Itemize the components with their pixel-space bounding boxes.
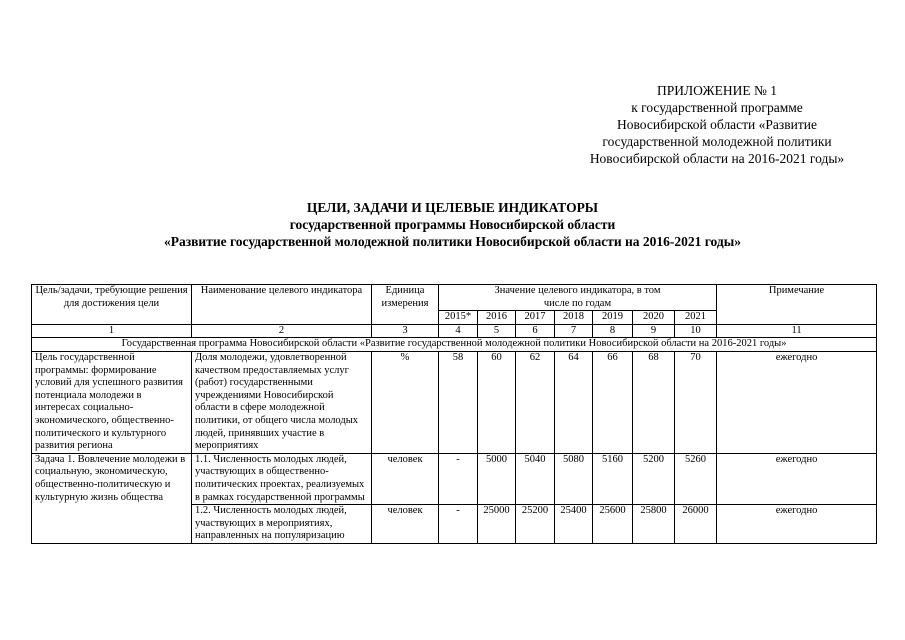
column-number: 9 bbox=[633, 324, 675, 338]
program-title: Государственная программа Новосибирской области «Развитие государственной молодежной политики Новосибирской области на 2016-2021 годы» bbox=[32, 338, 877, 352]
column-number: 1 bbox=[32, 324, 192, 338]
value-cell: 25200 bbox=[516, 505, 555, 544]
goal-cell: Цель государственной программы: формирование условий для успешного развития потенциала молодежи в интересах социально-экономического, общественно-политического и культурного развития региона bbox=[32, 351, 192, 453]
column-number: 2 bbox=[192, 324, 372, 338]
column-number: 10 bbox=[675, 324, 717, 338]
header-values: Значение целевого индикатора, в том числе по годам bbox=[439, 285, 717, 311]
unit-cell: человек bbox=[372, 505, 439, 544]
value-cell: 5000 bbox=[478, 453, 516, 504]
value-cell: 5200 bbox=[633, 453, 675, 504]
year-header: 2017 bbox=[516, 311, 555, 325]
column-number-row bbox=[32, 324, 877, 338]
appendix-block bbox=[567, 82, 867, 167]
indicator-cell: 1.2. Численность молодых людей, участвующих в мероприятиях, направленных на популяризацию bbox=[192, 505, 372, 544]
value-cell: 62 bbox=[516, 351, 555, 453]
header-note: Примечание bbox=[717, 285, 877, 325]
note-cell: ежегодно bbox=[717, 453, 877, 504]
year-header: 2016 bbox=[478, 311, 516, 325]
year-header: 2018 bbox=[555, 311, 593, 325]
header-unit: Единица измерения bbox=[372, 285, 439, 325]
table-row bbox=[32, 453, 877, 504]
value-cell: - bbox=[439, 505, 478, 544]
indicator-cell: 1.1. Численность молодых людей, участвующих в общественно- политических проектах, реализуемых в рамках государственной программы bbox=[192, 453, 372, 504]
note-cell: ежегодно bbox=[717, 351, 877, 453]
value-cell: 26000 bbox=[675, 505, 717, 544]
column-number: 5 bbox=[478, 324, 516, 338]
column-number: 7 bbox=[555, 324, 593, 338]
indicators-table bbox=[31, 284, 877, 544]
value-cell: 5160 bbox=[593, 453, 633, 504]
indicator-cell: Доля молодежи, удовлетворенной качеством предоставляемых услуг (работ) государственными учреждениями Новосибирской области в сфере молодежной политики, от общего числа молодых людей, принявших участие в мероприятиях bbox=[192, 351, 372, 453]
table-row bbox=[32, 351, 877, 453]
appendix-line: государственной молодежной политики bbox=[602, 134, 832, 149]
title-line-2: государственной программы Новосибирской области bbox=[289, 217, 616, 232]
value-cell: 5260 bbox=[675, 453, 717, 504]
unit-cell: человек bbox=[372, 453, 439, 504]
appendix-line: Новосибирской области на 2016-2021 годы» bbox=[589, 151, 845, 166]
year-header: 2020 bbox=[633, 311, 675, 325]
value-cell: - bbox=[439, 453, 478, 504]
column-number: 4 bbox=[439, 324, 478, 338]
title-line-1: ЦЕЛИ, ЗАДАЧИ И ЦЕЛЕВЫЕ ИНДИКАТОРЫ bbox=[306, 200, 599, 215]
value-cell: 5040 bbox=[516, 453, 555, 504]
year-header: 2021 bbox=[675, 311, 717, 325]
value-cell: 58 bbox=[439, 351, 478, 453]
appendix-line: Новосибирской области «Развитие bbox=[617, 117, 817, 132]
note-cell: ежегодно bbox=[717, 505, 877, 544]
value-cell: 68 bbox=[633, 351, 675, 453]
value-cell: 5080 bbox=[555, 453, 593, 504]
appendix-line: ПРИЛОЖЕНИЕ № 1 bbox=[656, 83, 778, 98]
title-line-3: «Развитие государственной молодежной политики Новосибирской области на 2016-2021 годы» bbox=[163, 234, 742, 249]
value-cell: 25600 bbox=[593, 505, 633, 544]
value-cell: 25400 bbox=[555, 505, 593, 544]
header-goal: Цель/задачи, требующие решения для достижения цели bbox=[32, 285, 192, 325]
value-cell: 66 bbox=[593, 351, 633, 453]
column-number: 8 bbox=[593, 324, 633, 338]
column-number: 3 bbox=[372, 324, 439, 338]
value-cell: 60 bbox=[478, 351, 516, 453]
unit-cell: % bbox=[372, 351, 439, 453]
value-cell: 64 bbox=[555, 351, 593, 453]
appendix-line: к государственной программе bbox=[631, 100, 803, 115]
program-row bbox=[32, 338, 877, 352]
value-cell: 25800 bbox=[633, 505, 675, 544]
year-header: 2019 bbox=[593, 311, 633, 325]
document-title bbox=[0, 199, 905, 250]
task-cell: Задача 1. Вовлечение молодежи в социальную, экономическую, общественно-политическую и культурную жизнь общества bbox=[32, 453, 192, 543]
value-cell: 25000 bbox=[478, 505, 516, 544]
value-cell: 70 bbox=[675, 351, 717, 453]
column-number: 11 bbox=[717, 324, 877, 338]
year-header: 2015* bbox=[439, 311, 478, 325]
header-indicator: Наименование целевого индикатора bbox=[192, 285, 372, 325]
column-number: 6 bbox=[516, 324, 555, 338]
